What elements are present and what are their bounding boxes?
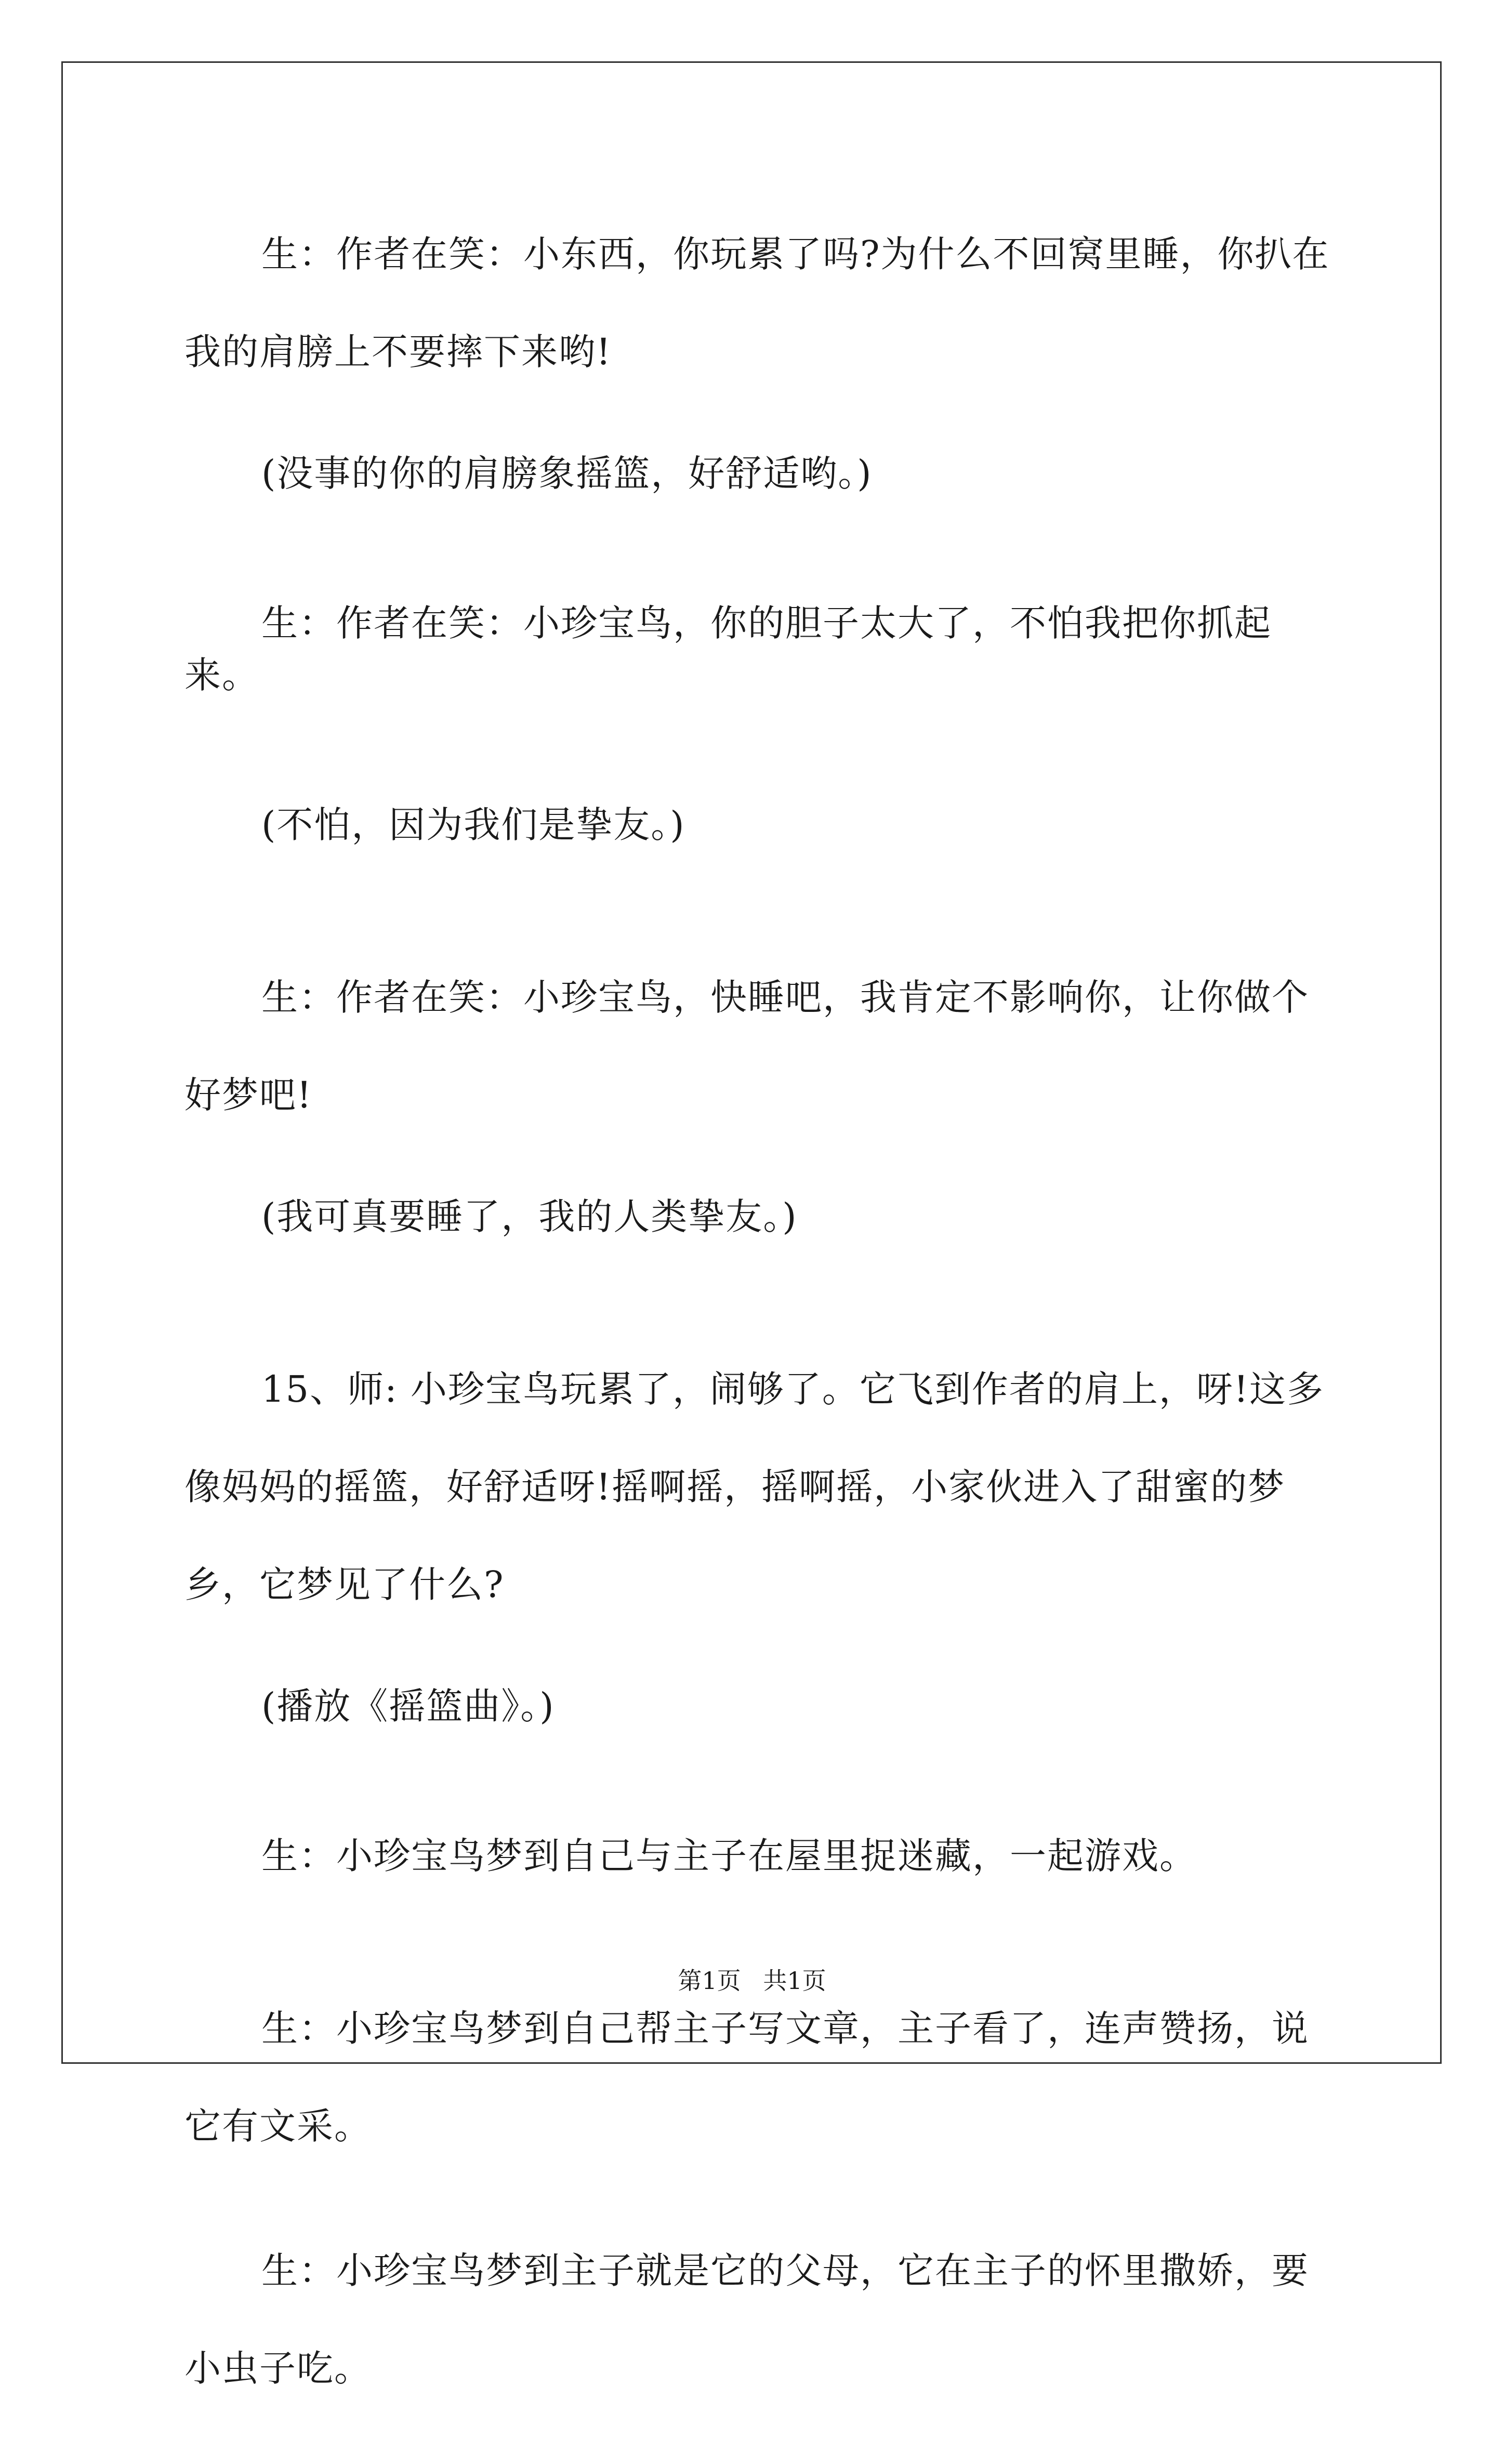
paragraph: (我可真要睡了，我的人类挚友。) — [261, 1195, 798, 1238]
paragraph: 生：小珍宝鸟梦到自己与主子在屋里捉迷藏，一起游戏。 — [261, 1835, 1197, 1877]
paragraph: 15、师: 小珍宝鸟玩累了，闹够了。它飞到作者的肩上，呀!这多像妈妈的摇篮，好舒适呀!摇啊摇，摇啊摇，小家伙进入了甜蜜的梦乡，它梦见了什么? — [184, 1368, 1325, 1606]
page-footer — [0, 1962, 1504, 1996]
paragraph: 生：作者在笑：小东西，你玩累了吗?为什么不回窝里睡，你扒在我的肩膀上不要摔下来哟! — [184, 233, 1330, 373]
paragraph: (没事的你的肩膀象摇篮，好舒适哟。) — [261, 452, 873, 495]
document-body — [184, 205, 1333, 2464]
paragraph: 生：作者在笑：小珍宝鸟，你的胆子太大了，不怕我把你抓起来。 — [184, 602, 1272, 696]
paragraph: (播放《摇篮曲》。) — [261, 1685, 555, 1728]
paragraph: 生：小珍宝鸟梦到自己帮主子写文章，主子看了，连声赞扬，说它有文采。 — [184, 2007, 1309, 2147]
page-count: 共1页 — [763, 1967, 826, 1995]
paragraph: (不怕，因为我们是挚友。) — [261, 803, 685, 846]
paragraph: 生：小珍宝鸟梦到主子就是它的父母，它在主子的怀里撒娇，要小虫子吃。 — [184, 2249, 1309, 2390]
page-number: 第1页 — [678, 1967, 741, 1995]
paragraph: 生：作者在笑：小珍宝鸟，快睡吧，我肯定不影响你，让你做个好梦吧! — [184, 976, 1309, 1116]
